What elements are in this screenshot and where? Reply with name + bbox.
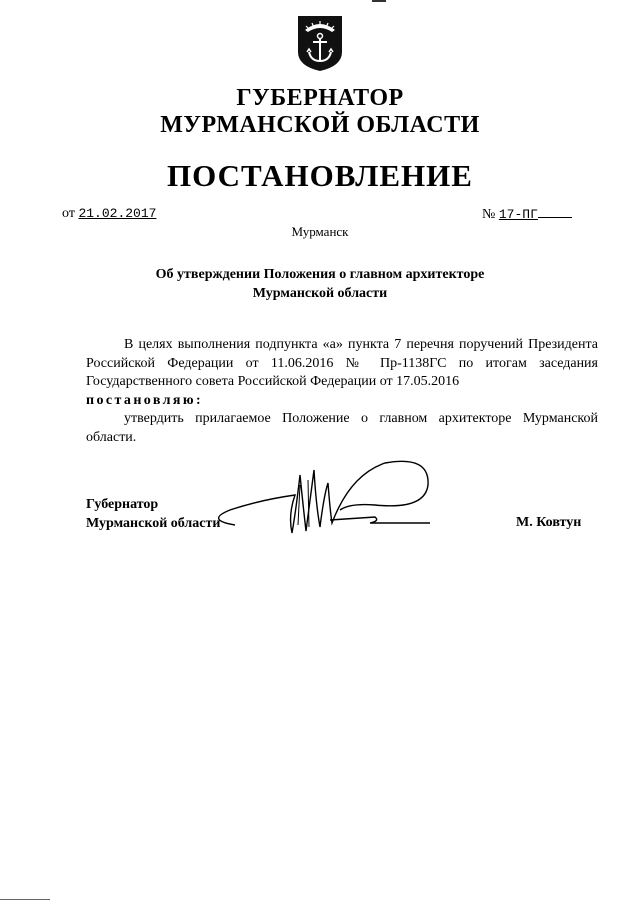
decree-word: постановляю: bbox=[86, 392, 204, 408]
number-row bbox=[482, 205, 572, 224]
handwritten-signature bbox=[200, 455, 440, 535]
date-prefix: от bbox=[62, 206, 75, 221]
authority-title-line2: МУРМАНСКОЙ ОБЛАСТИ bbox=[160, 112, 480, 138]
document-type: ПОСТАНОВЛЕНИЕ bbox=[167, 158, 473, 193]
document-date: 21.02.2017 bbox=[78, 206, 157, 221]
authority-title-line1: ГУБЕРНАТОР bbox=[236, 85, 404, 111]
date-row bbox=[62, 205, 156, 223]
document-number: 17-ПГ bbox=[498, 207, 538, 222]
heading-line2: Мурманской области bbox=[252, 286, 388, 301]
coat-of-arms-icon bbox=[297, 14, 343, 72]
scan-mark-bottom bbox=[0, 899, 50, 900]
number-underline bbox=[538, 205, 572, 218]
signatory-name: М. Ковтун bbox=[516, 515, 582, 530]
signatory-title-line1: Губернатор bbox=[86, 497, 159, 512]
document-body bbox=[86, 336, 598, 447]
number-prefix: № bbox=[482, 207, 496, 222]
heading-line1: Об утверждении Положения о главном архитекторе bbox=[155, 267, 485, 282]
preamble-paragraph: В целях выполнения подпункта «а» пункта 7 перечня поручений Президента Российской Федерации от 11.06.2016 № Пр-1138ГС по итогам заседания Государственного совета Российской Федерации от 17.05.2016 bbox=[86, 337, 598, 389]
document-heading bbox=[80, 265, 560, 303]
city: Мурманск bbox=[291, 224, 349, 239]
signatory-title-line2: Мурманской области bbox=[86, 516, 221, 531]
resolution-paragraph: утвердить прилагаемое Положение о главном архитекторе Мурманской области. bbox=[86, 411, 598, 445]
scan-mark-top bbox=[372, 0, 386, 2]
